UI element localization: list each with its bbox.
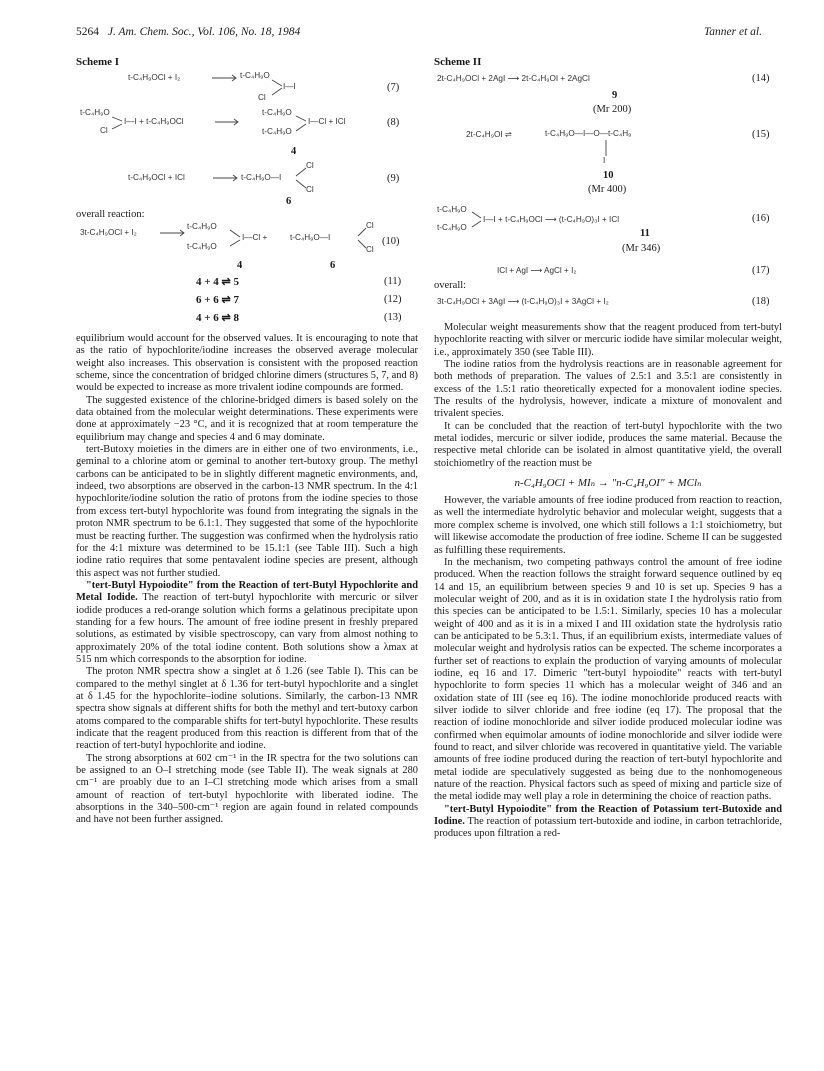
scheme-2-title: Scheme II bbox=[434, 56, 482, 68]
eq14-compound-label: 9 bbox=[612, 90, 618, 101]
section-heading: "tert-Butyl Hypoiodite" from the Reaction of Potassium tert-Butoxide and Iodine. bbox=[434, 803, 782, 828]
right-column-text bbox=[434, 322, 782, 841]
eq18: 3t-C₄H₉OCl + 3AgI ⟶ (t-C₄H₉O)₃I + 3AgCl + I₂ bbox=[437, 297, 609, 306]
paragraph: The suggested existence of the chlorine-bridged dimers is based solely on the data obtained from the molecular weight determinations. These experiments were done at approximately −23 °C, and it is recognized that at room temperature the equilibrium may change and species 4 and 6 may dominate. bbox=[76, 394, 418, 443]
eq9-left: t-C₄H₉OCl + ICl bbox=[128, 173, 185, 182]
paragraph: Molecular weight measurements show that the reagent produced from tert-butyl hypochlorite reacting with silver or mercuric iodide have similar molecular weight, i.e., approximately 350 (see Table III). bbox=[434, 322, 782, 358]
eq10-label-4: 4 bbox=[237, 260, 243, 271]
eq8-number: (8) bbox=[387, 117, 400, 128]
eq15-right: t-C₄H₉O—I—O—t-C₄H₉ bbox=[545, 129, 632, 138]
paragraph: The strong absorptions at 602 cm⁻¹ in the IR spectra for the two solutions can be assigned to an O–I stretching mode (see Table II). The weak signals at 280 cm⁻¹ are proably due to an I–Cl stretching mode which arises from a small amount of reaction of tert-butyl hypochlorite with liberated iodine. The absorptions in the 340–500-cm⁻¹ region are again found in related compounds and have not been further assigned. bbox=[76, 752, 418, 826]
eq13: 4 + 6 ⇌ 8 bbox=[196, 312, 239, 324]
eq16-a: t-C₄H₉O bbox=[437, 205, 467, 214]
overall-reaction-label: overall reaction: bbox=[76, 209, 145, 220]
eq14-number: (14) bbox=[752, 73, 770, 84]
paragraph: It can be concluded that the reaction of tert-butyl hypochlorite with the two metal iodides, mercuric or silver iodide, produces the same material. Because the respective metal chloride can be isolated in almost quantitative yield, the overall stoichiometlry of the reaction must be bbox=[434, 420, 782, 469]
section-heading: "tert-Butyl Hypoiodite" from the Reaction of tert-Butyl Hypochlorite and Metal Iodide. bbox=[76, 579, 418, 604]
eq12-number: (12) bbox=[384, 294, 402, 305]
eq7-prod-b: Cl bbox=[258, 93, 266, 102]
section-body: The reaction of tert-butyl hypochlorite with mercuric or silver iodide produces a red-orange solution which forms a gelatinous precipitate upon standing for a few hours. The amount of free iodine present in freshly prepared solutions, as estimated by visible spectroscopy, can vary from almost nothing to approximately 20% of the total iodine content. Both solutions show a λmax at 515 nm which corresponds to the absorption for iodine. bbox=[76, 592, 418, 665]
eq9-number: (9) bbox=[387, 173, 400, 184]
eq9-prod-a: t-C₄H₉O—I bbox=[241, 173, 282, 182]
eq8-prod-a: t-C₄H₉O bbox=[262, 108, 292, 117]
section-body: The reaction of potassium tert-butoxide and iodine, in carbon tetrachloride, produces upon filtration a red- bbox=[434, 816, 782, 840]
eq10-number: (10) bbox=[382, 236, 400, 247]
eq15-compound-label: 10 bbox=[603, 170, 614, 181]
eq16-compound-label: 11 bbox=[640, 228, 650, 239]
running-authors: Tanner et al. bbox=[703, 26, 762, 38]
paragraph: In the mechanism, two competing pathways control the amount of free iodine produced. When the reaction follows the straight forward sequence outlined by eq 14 and 15, an equilibrium between species 9 and 10 is set up. Species 9 has a molecular weight of 200, and as it is in oxidation state I the hydrolysis ratio from this species can be anticipated to be 1.5:1. Similarly, species 10 has a molecular weight of 400 and as it is in a mixed I and III oxidation state the hydrolysis ratio can be anticipated to be 5.3:1. Thus, if an equilibrium exists, intermediate values of molecular weight and hydrolysis ratios can be expected. The scheme incorporates a further set of reactions to explain the production of varying amounts of molecular iodine, eq 16 and 17. Dimeric "tert-butyl hypoiodite" reacts with tert-butyl hypochlorite to form species 11 which has a molecular weight of 346 and an oxidation state of III (see eq 16). The iodine monochloride produced reacts with silver iodide to silver chloride and free iodine (eq 17). The proposal that the reaction of iodine monochloride and silver iodide produced molecular iodine was confirmed when equimolar amounts of iodine monochloride and silver iodide were found to react, and silver chloride was recovered in quantitative yield. The variable amounts of free iodine produced during the reaction of tert-butyl hypochlorite and metal iodide are speculatively suggested as being due to the nonhomogeneous nature of the reaction. Physical factors such as speed of mixing and particle size of the metal iodide may well play a role in determining the choice of reaction paths. bbox=[434, 556, 782, 803]
page-number: 5264 bbox=[76, 26, 99, 38]
eq10-prod-c: I—Cl + bbox=[242, 233, 268, 242]
eq8-prod-c: I—Cl + ICl bbox=[308, 117, 346, 126]
eq10-prod-b: t-C₄H₉O bbox=[187, 242, 217, 251]
eq16-b: t-C₄H₉O bbox=[437, 223, 467, 232]
eq16-c: I—I + t-C₄H₉OCl ⟶ (t-C₄H₉O)₃I + ICl bbox=[483, 215, 620, 224]
eq17: ICl + AgI ⟶ AgCl + I₂ bbox=[497, 266, 577, 275]
eq16-bonds bbox=[0, 0, 1, 1]
eq14-mr: (Mr 200) bbox=[593, 104, 632, 115]
eq7-left: t-C₄H₉OCl + I₂ bbox=[128, 73, 181, 82]
eq16-number: (16) bbox=[752, 213, 770, 224]
eq10-left: 3t-C₄H₉OCl + I₂ bbox=[80, 228, 137, 237]
eq12: 6 + 6 ⇌ 7 bbox=[196, 294, 239, 306]
eq15-left: 2t-C₄H₉OI ⇌ bbox=[466, 130, 512, 139]
overall-label: overall: bbox=[434, 280, 467, 291]
eq10-prod-a: t-C₄H₉O bbox=[187, 222, 217, 231]
eq16-mr: (Mr 346) bbox=[622, 243, 661, 254]
paragraph: The iodine ratios from the hydrolysis reactions are in reasonable agreement for both methods of preparation. The values of 2.5:1 and 3.5:1 are consistently in excess of the 1.5:1 ratio theoretically expected for a monovalent iodine species. The results of the hydrolysis, however, indicate a mixture of monovalent and trivalent species. bbox=[434, 359, 782, 420]
eq11: 4 + 4 ⇌ 5 bbox=[196, 276, 239, 288]
eq11-number: (11) bbox=[384, 276, 402, 287]
eq8-react-a: t-C₄H₉O bbox=[80, 108, 110, 117]
paragraph: equilibrium would account for the observed values. It is encouraging to note that as the ratio of hypochlorite/iodine increases the observed average molecular weight also increases. This observation is consistent with the proposed reaction scheme, since the concentration of bridged chlorine dimers (structures 5, 7, and 8) would be expected to increase as more trivalent iodine compounds are formed. bbox=[76, 333, 418, 394]
eq13-number: (13) bbox=[384, 312, 402, 323]
eq10-prod2-a: t-C₄H₉O—I bbox=[290, 233, 331, 242]
page-header-left bbox=[76, 26, 300, 38]
section-paragraph bbox=[434, 804, 782, 841]
paragraph: However, the variable amounts of free iodine produced from reaction to reaction, as well the intermediate hydrolytic behavior and molecular weight, suggests that a more complex scheme is involved, one which still follows a 1:1 stoichiometry, but will likewise accomodate the production of free iodine. Scheme II can be suggested as fulfilling these requirements. bbox=[434, 495, 782, 556]
eq8-compound-label: 4 bbox=[291, 146, 297, 157]
section-paragraph bbox=[76, 580, 418, 666]
eq10-prod2-c: Cl bbox=[366, 245, 374, 254]
eq7-prod-c: I—I bbox=[283, 82, 296, 91]
eq18-number: (18) bbox=[752, 296, 770, 307]
eq15-mr: (Mr 400) bbox=[588, 184, 627, 195]
eq8-react-c: I—I + t-C₄H₉OCl bbox=[124, 117, 184, 126]
eq7-number: (7) bbox=[387, 82, 400, 93]
eq9-prod-c: Cl bbox=[306, 185, 314, 194]
eq10-prod2-b: Cl bbox=[366, 221, 374, 230]
eq8-react-b: Cl bbox=[100, 126, 108, 135]
paragraph: The proton NMR spectra show a singlet at δ 1.26 (see Table I). This can be compared to the methyl singlet at δ 1.36 for tert-butyl hypochlorite and a singlet at δ 1.45 for the hypochlorite–iodine solutions. Similarly, the carbon-13 NMR spectra show signals at different shifts for both the methyl and tert-butoxy carbon atoms compared to the comparable shifts for tert-butyl hypochlorite. These results indicate that the reagent produced from this reaction is different from that of the reaction of tert-butyl hypochlorite and iodine. bbox=[76, 666, 418, 752]
eq9-compound-label: 6 bbox=[286, 196, 292, 207]
eq14: 2t-C₄H₉OCl + 2AgI ⟶ 2t-C₄H₉OI + 2AgCl bbox=[437, 74, 590, 83]
eq10-label-6: 6 bbox=[330, 260, 336, 271]
stoichiometry-equation: n-C₄H₉OCl + MIₙ → "n-C₄H₉OI" + MClₙ bbox=[514, 477, 702, 490]
eq8-prod-b: t-C₄H₉O bbox=[262, 127, 292, 136]
left-column-text bbox=[76, 333, 418, 827]
eq7-prod-a: t-C₄H₉O bbox=[240, 71, 270, 80]
eq15-below: I bbox=[603, 156, 606, 165]
eq15-number: (15) bbox=[752, 129, 770, 140]
eq17-number: (17) bbox=[752, 265, 770, 276]
journal-citation: J. Am. Chem. Soc., Vol. 106, No. 18, 1984 bbox=[107, 26, 301, 38]
scheme-1-title: Scheme I bbox=[76, 56, 120, 68]
paragraph: tert-Butoxy moieties in the dimers are in either one of two environments, i.e., geminal to a chlorine atom or geminal to another tert-butoxy group. The methyl carbons can be anticipated to be in slightly different magnetic environments, and, indeed, two absorptions are observed in the carbon-13 NMR spectrum. In the 4:1 hypochlorite/iodine solution the ratio of protons from the iodine species to those from excess tert-butyl hypochlorite was found from integrating the signals in the proton NMR spectrum to be 6.1:1. They suggested that some of the hypochlorite must be reacting further. The suggestion was confirmed when the hydrolysis ratio for the 4:1 mixture was determined to be 15.1:1 (see Table III). Such a high iodine ratio requires that some pentavalent iodine species are present, although this aspect was not further studied. bbox=[76, 444, 418, 579]
eq9-prod-b: Cl bbox=[306, 161, 314, 170]
